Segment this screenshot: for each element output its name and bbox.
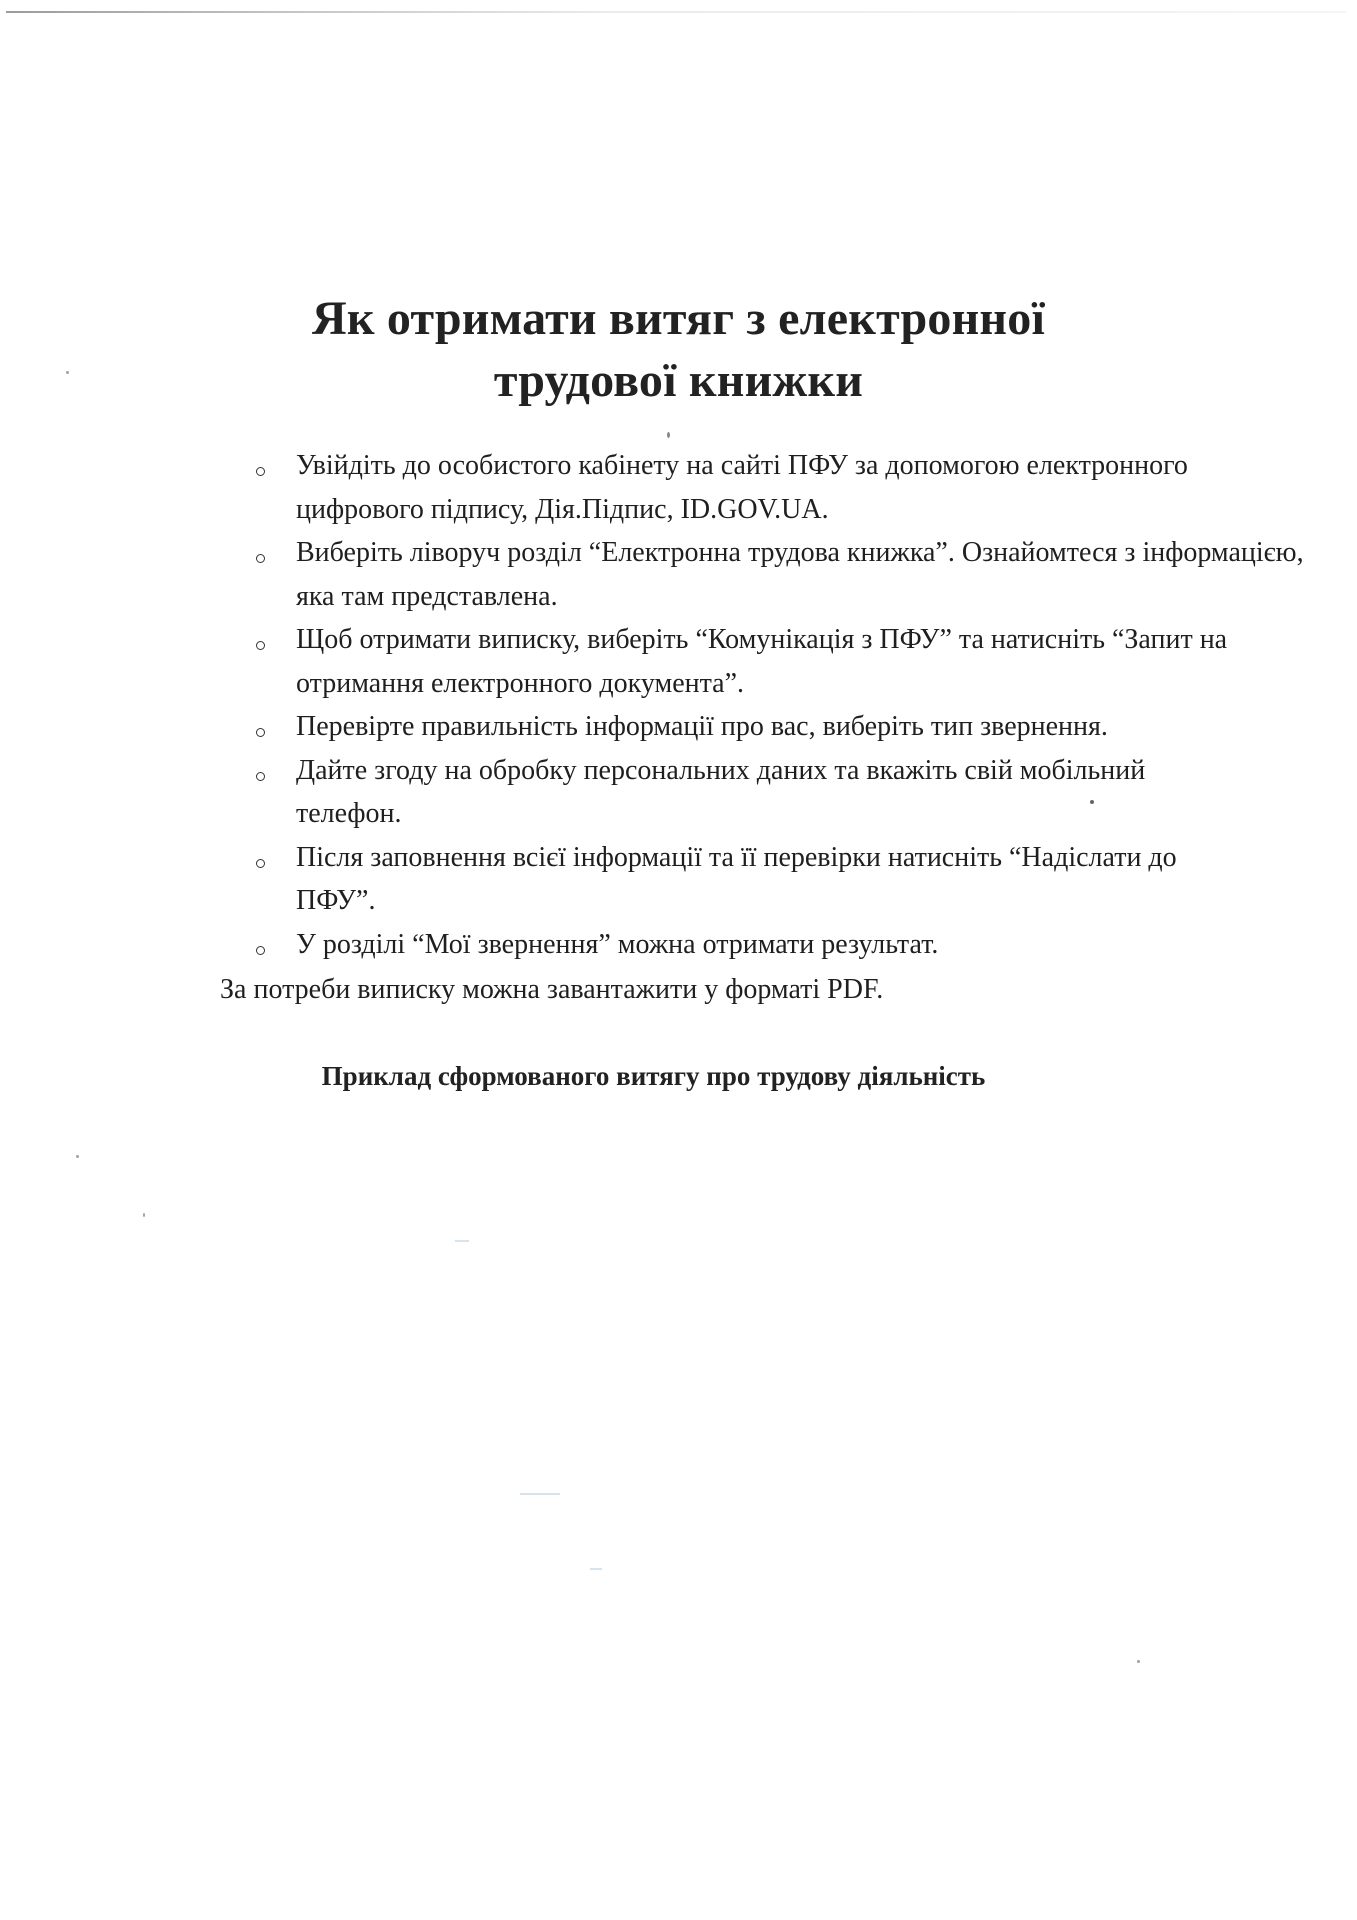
step-text: Дайте згоду на обробку персональних даних та вкажіть свій мобільний телефон. <box>296 754 1146 829</box>
circle-bullet-icon <box>256 728 265 737</box>
page-title-line-1: Як отримати витяг з електронної <box>311 292 1046 345</box>
circle-bullet-icon <box>256 859 265 868</box>
scan-speck <box>1090 800 1094 804</box>
instruction-steps-list <box>252 444 1312 966</box>
step-item <box>252 923 1296 967</box>
step-item <box>252 705 1356 749</box>
step-text: Увійдіть до особистого кабінету на сайті ПФУ за допомогою електронного цифрового підпису, Дія.Підпис, ID.GOV.UA. <box>296 450 1188 525</box>
page-title-line-2: трудової книжки <box>493 354 864 407</box>
scan-streak <box>520 1493 560 1495</box>
scan-speck <box>667 432 670 438</box>
step-text: Після заповнення всієї інформації та її перевірки натисніть “Надіслати до ПФУ”. <box>296 841 1177 916</box>
step-item <box>252 444 1256 531</box>
scan-streak <box>455 1240 469 1242</box>
step-text: Щоб отримати виписку, виберіть “Комунікація з ПФУ” та натисніть “Запит на отримання електронного документа”. <box>296 624 1228 699</box>
step-text: У розділі “Мої звернення” можна отримати результат. <box>296 928 939 960</box>
circle-bullet-icon <box>256 946 265 955</box>
scan-speck <box>143 1213 145 1217</box>
step-item <box>252 531 1346 618</box>
scan-edge-line <box>6 11 1346 13</box>
step-item <box>252 836 1256 923</box>
scan-speck <box>76 1155 79 1158</box>
step-text: Виберіть ліворуч розділ “Електронна трудова книжка”. Ознайомтеся з інформацією, яка там представлена. <box>296 537 1304 612</box>
pdf-download-note: За потреби виписку можна завантажити у форматі PDF. <box>220 974 884 1005</box>
circle-bullet-icon <box>256 467 265 476</box>
step-item <box>252 618 1326 705</box>
page-title <box>0 288 1357 412</box>
scan-streak <box>590 1568 602 1570</box>
step-text: Перевірте правильність інформації про вас, виберіть тип звернення. <box>296 711 1108 742</box>
circle-bullet-icon <box>256 641 265 650</box>
step-item <box>252 749 1256 836</box>
scan-speck <box>1137 1660 1140 1663</box>
scan-speck <box>66 371 69 374</box>
circle-bullet-icon <box>256 554 265 563</box>
circle-bullet-icon <box>256 772 265 781</box>
example-extract-heading: Приклад сформованого витягу про трудову діяльність <box>321 1061 986 1091</box>
